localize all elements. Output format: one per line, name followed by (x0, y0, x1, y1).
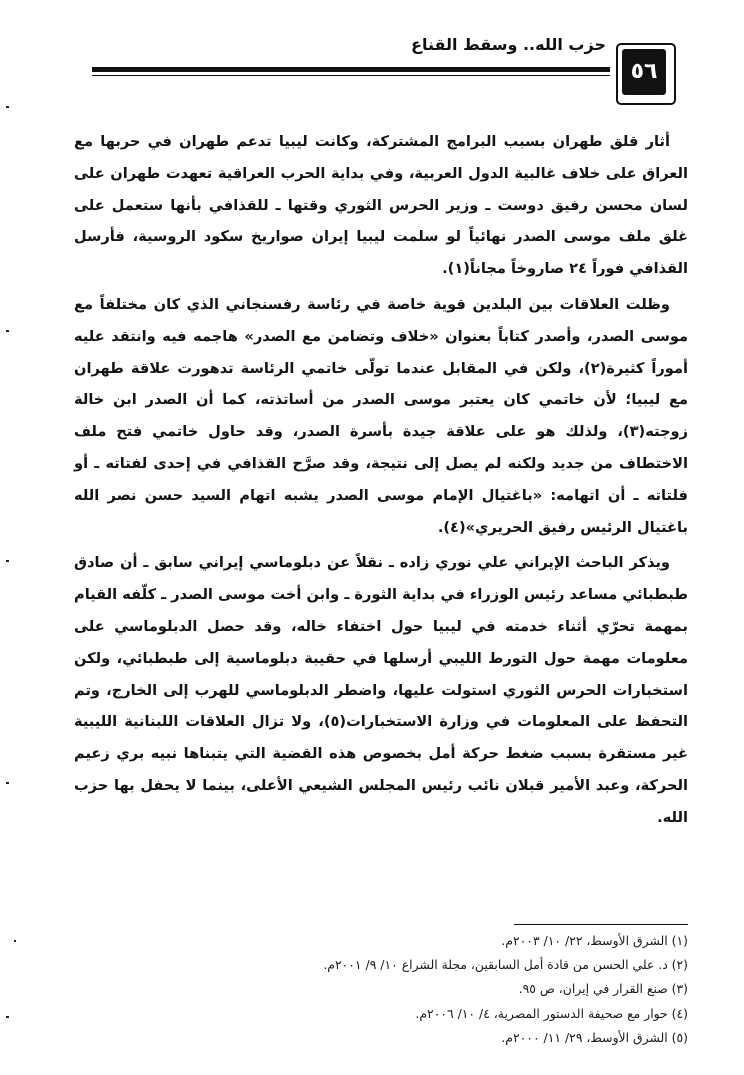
scan-speck (14, 940, 16, 942)
header-rule (92, 67, 610, 72)
footnote: (٣) صنع القرار في إيران، ص ٩٥. (518, 981, 688, 997)
page-number-box (622, 49, 666, 95)
scan-speck (6, 1016, 9, 1018)
scan-speck (6, 560, 9, 562)
paragraph: أثار قلق طهران بسبب البرامج المشتركة، وكانت ليبيا تدعم طهران في حربها مع العراق على خلاف غالبية الدول العربية، وفي بداية الحرب العراقية تعهدت طهران على لسان محسن رفيق دوست ـ وزير الحرس الثوري وقتها ـ للقذافي بأنها ستعمل على غلق ملف موسى الصدر نهائياً لو سلمت ليبيا إيران صواريخ سكود الروسية، فأرسل القذافي فوراً ٢٤ صاروخاً مجاناً(١). (74, 133, 688, 278)
running-title: حزب الله.. وسقط القناع (411, 35, 606, 54)
footnote: (٢) د. علي الحسن من قادة أمل السابقين، مجلة الشراع ١٠/ ٩/ ٢٠٠١م. (323, 957, 688, 973)
page-number: ٥٦ (630, 59, 658, 84)
footnotes (150, 929, 688, 1050)
paragraph: ويذكر الباحث الإيراني علي نوري زاده ـ نقلاً عن دبلوماسي إيراني سابق ـ أن صادق طبطبائي مساعد رئيس الوزراء في بداية الثورة ـ وابن أخت موسى الصدر ـ كلّفه القيام بمهمة تحرّي أثناء خدمته في ليبيا حول اختفاء خاله، وقد حصل الدبلوماسي على معلومات مهمة حول التورط الليبي أرسلها في حقيبة دبلوماسية إلى طبطبائي، ولكن استخبارات الحرس الثوري استولت عليها، واضطر الدبلوماسي للهرب إلى الخارج، وتم التحفظ على المعلومات في وزارة الاستخبارات(٥)، ولا تزال العلاقات اللبنانية الليبية غير مستقرة بسبب ضغط حركة أمل بخصوص هذه القضية التي يتبناها نبيه بري زعيم الحركة، وعبد الأمير قبلان نائب رئيس المجلس الشيعي الأعلى، بينما لا يحفل بها حزب الله. (74, 554, 689, 826)
body-text (74, 126, 688, 838)
scan-speck (6, 330, 9, 332)
footnote: (١) الشرق الأوسط، ٢٢/ ١٠/ ٢٠٠٣م. (501, 933, 688, 948)
header-rule-thin (92, 75, 610, 76)
footnote: (٤) حوار مع صحيفة الدستور المصرية، ٤/ ١٠/ ٢٠٠٦م. (415, 1005, 688, 1021)
footnote-separator (514, 924, 688, 925)
footnote: (٥) الشرق الأوسط، ٢٩/ ١١/ ٢٠٠٠م. (501, 1029, 688, 1045)
paragraph: وظلت العلاقات بين البلدين قوية خاصة في رئاسة رفسنجاني الذي كان مختلفاً مع موسى الصدر، وأصدر كتاباً بعنوان «خلاف وتضامن مع الصدر» هاجمه فيه وانتقد عليه أموراً كثيرة(٢)، ولكن في المقابل عندما تولّى خاتمي الرئاسة تدهورت علاقة طهران مع ليبيا؛ لأن خاتمي كان يعتبر موسى الصدر من أساتذته، كما أن الصدر ابن خالة زوجته(٣)، ولذلك هو على علاقة جيدة بأسرة الصدر، وقد حاول خاتمي فتح ملف الاختطاف من جديد ولكنه لم يصل إلى نتيجة، وقد صرَّح القذافي في إحدى لفتاته ـ أو فلتاته ـ أن اتهامه: «باغتيال الإمام موسى الصدر يشبه اتهام السيد حسن نصر الله باغتيال الرئيس رفيق الحريري»(٤). (74, 295, 688, 536)
scan-speck (6, 782, 9, 784)
scan-speck (6, 106, 9, 108)
